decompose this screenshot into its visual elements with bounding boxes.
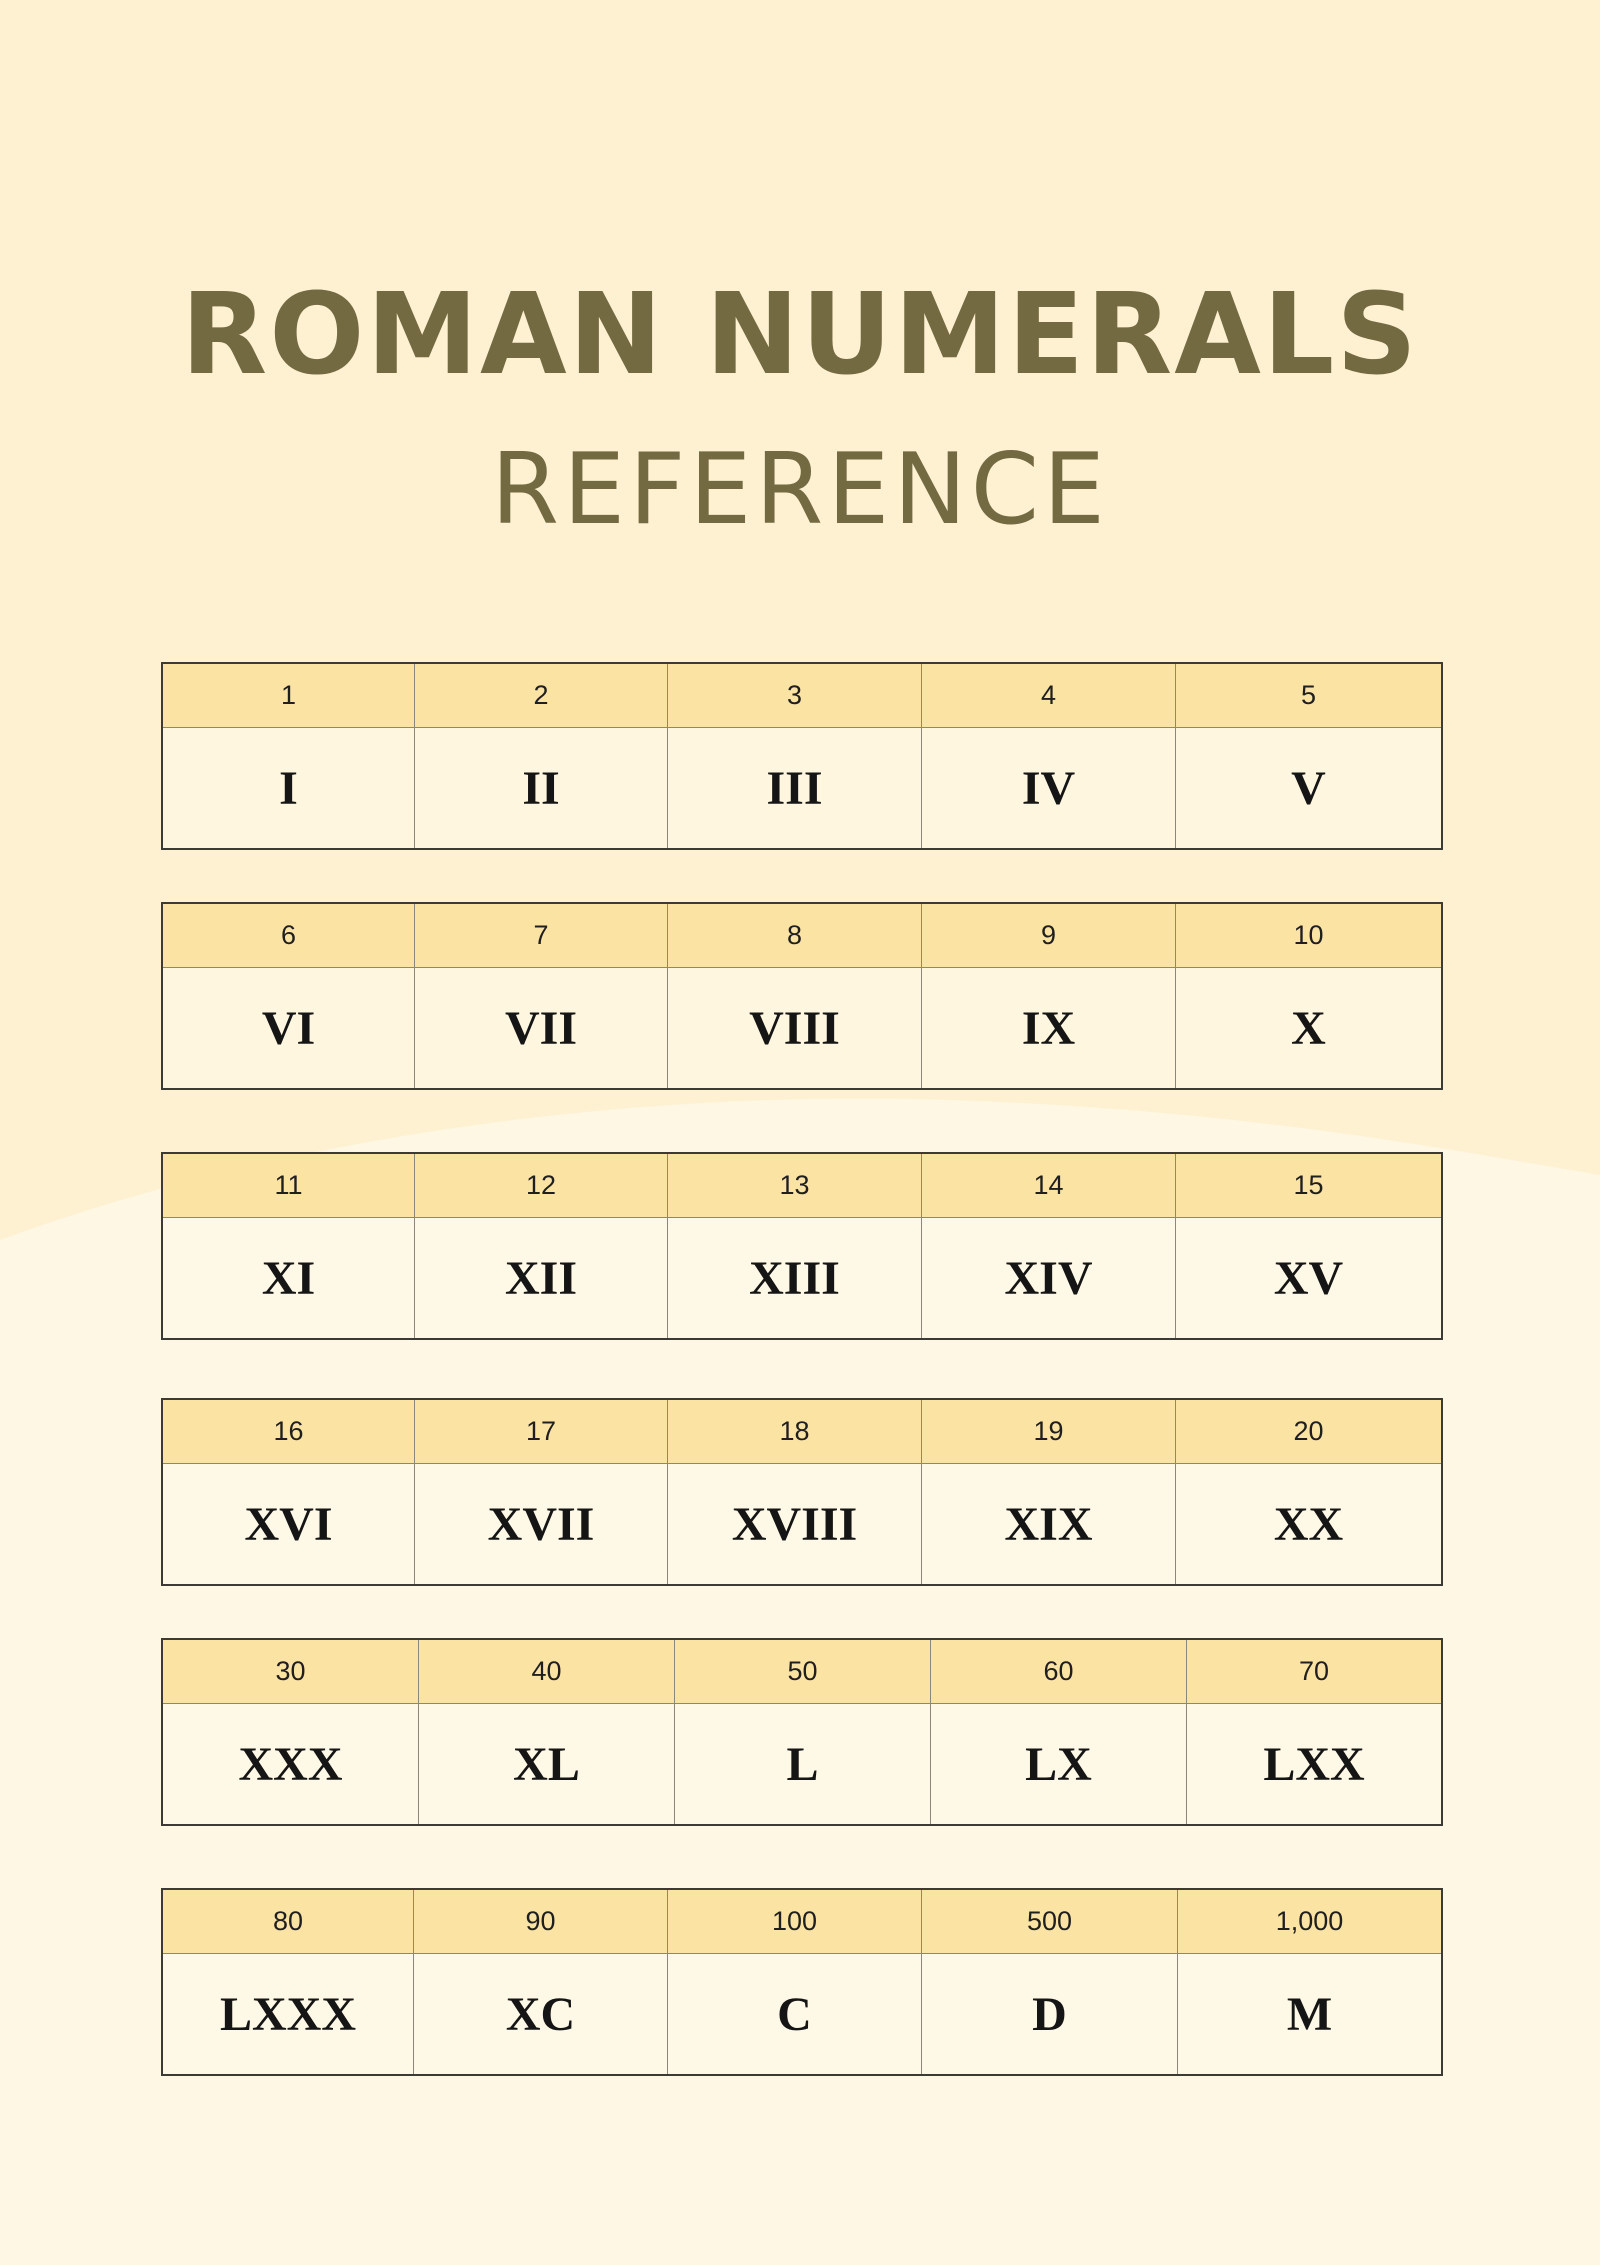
numeral-table-2 xyxy=(161,902,1443,1090)
number-cell: 16 xyxy=(163,1400,415,1464)
roman-cell: XI xyxy=(163,1218,415,1338)
numeral-table-4 xyxy=(161,1398,1443,1586)
numeral-table-5 xyxy=(161,1638,1443,1826)
roman-cell: V xyxy=(1176,728,1441,848)
number-cell: 3 xyxy=(668,664,922,728)
roman-cell: LXX xyxy=(1187,1704,1441,1824)
roman-cell: XVI xyxy=(163,1464,415,1584)
roman-cell: I xyxy=(163,728,415,848)
number-cell: 50 xyxy=(675,1640,931,1704)
number-cell: 7 xyxy=(415,904,668,968)
roman-cell: C xyxy=(668,1954,922,2074)
number-cell: 14 xyxy=(922,1154,1176,1218)
title-subtitle: REFERENCE xyxy=(491,433,1109,547)
number-cell: 70 xyxy=(1187,1640,1441,1704)
roman-cell: LX xyxy=(931,1704,1187,1824)
number-cell: 12 xyxy=(415,1154,668,1218)
roman-cell: IX xyxy=(922,968,1176,1088)
roman-cell: L xyxy=(675,1704,931,1824)
roman-cell: VII xyxy=(415,968,668,1088)
roman-cell: XIII xyxy=(668,1218,922,1338)
number-cell: 13 xyxy=(668,1154,922,1218)
number-cell: 90 xyxy=(414,1890,668,1954)
roman-cell: LXXX xyxy=(163,1954,414,2074)
number-cell: 9 xyxy=(922,904,1176,968)
number-cell: 60 xyxy=(931,1640,1187,1704)
title-main: ROMAN NUMERALS xyxy=(181,270,1419,400)
roman-cell: VIII xyxy=(668,968,922,1088)
roman-cell: XV xyxy=(1176,1218,1441,1338)
number-cell: 19 xyxy=(922,1400,1176,1464)
number-cell: 5 xyxy=(1176,664,1441,728)
numeral-table-6 xyxy=(161,1888,1443,2076)
number-cell: 10 xyxy=(1176,904,1441,968)
roman-cell: IV xyxy=(922,728,1176,848)
number-cell: 30 xyxy=(163,1640,419,1704)
number-cell: 2 xyxy=(415,664,668,728)
number-cell: 4 xyxy=(922,664,1176,728)
roman-cell: M xyxy=(1178,1954,1441,2074)
number-cell: 500 xyxy=(922,1890,1178,1954)
roman-cell: XIX xyxy=(922,1464,1176,1584)
number-cell: 18 xyxy=(668,1400,922,1464)
roman-cell: X xyxy=(1176,968,1441,1088)
number-cell: 40 xyxy=(419,1640,675,1704)
roman-cell: XXX xyxy=(163,1704,419,1824)
number-cell: 15 xyxy=(1176,1154,1441,1218)
number-cell: 11 xyxy=(163,1154,415,1218)
roman-cell: XII xyxy=(415,1218,668,1338)
number-cell: 1 xyxy=(163,664,415,728)
roman-cell: II xyxy=(415,728,668,848)
roman-cell: III xyxy=(668,728,922,848)
number-cell: 8 xyxy=(668,904,922,968)
number-cell: 20 xyxy=(1176,1400,1441,1464)
roman-cell: XC xyxy=(414,1954,668,2074)
roman-cell: VI xyxy=(163,968,415,1088)
numeral-table-1 xyxy=(161,662,1443,850)
roman-cell: XVII xyxy=(415,1464,668,1584)
numeral-table-3 xyxy=(161,1152,1443,1340)
roman-cell: XX xyxy=(1176,1464,1441,1584)
roman-cell: XVIII xyxy=(668,1464,922,1584)
roman-cell: XL xyxy=(419,1704,675,1824)
number-cell: 80 xyxy=(163,1890,414,1954)
number-cell: 6 xyxy=(163,904,415,968)
number-cell: 100 xyxy=(668,1890,922,1954)
number-cell: 1,000 xyxy=(1178,1890,1441,1954)
roman-cell: D xyxy=(922,1954,1178,2074)
roman-cell: XIV xyxy=(922,1218,1176,1338)
number-cell: 17 xyxy=(415,1400,668,1464)
